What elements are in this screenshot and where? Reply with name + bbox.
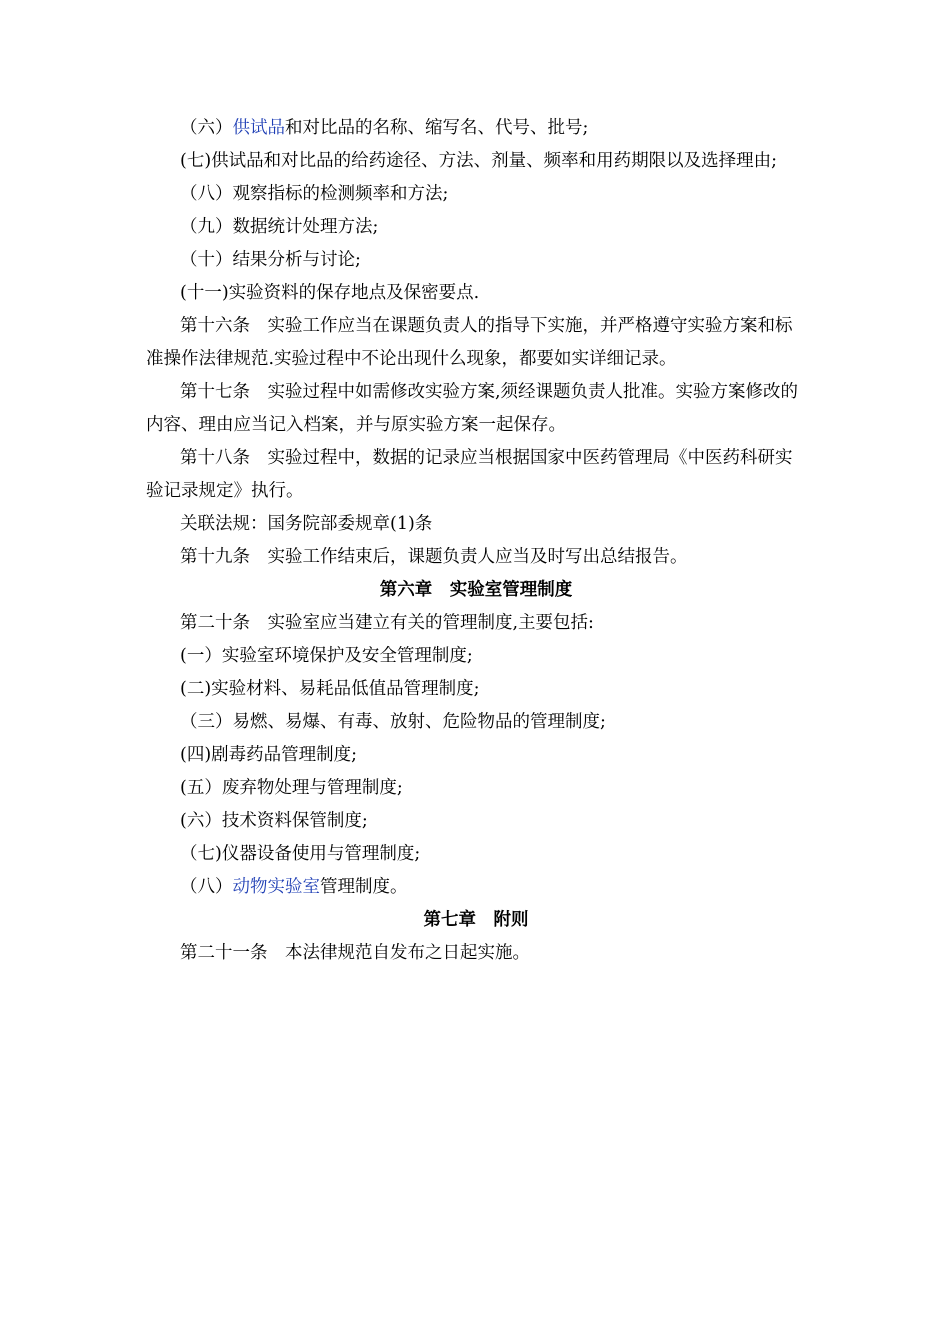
rule-item-2: (二)实验材料、易耗品低值品管理制度; xyxy=(180,679,480,699)
rule-item-5: (五）废弃物处理与管理制度; xyxy=(180,778,403,798)
article-16: 第十六条 实验工作应当在课题负责人的指导下实施，并严格遵守实验方案和标准操作法律规范.实验过程中不论出现什么现象，都要如实详细记录。 xyxy=(146,316,793,369)
related-regulations: 关联法规：国务院部委规章(1)条 xyxy=(180,514,433,534)
article-17: 第十七条 实验过程中如需修改实验方案,须经课题负责人批准。实验方案修改的内容、理由应当记入档案，并与原实验方案一起保存。 xyxy=(146,382,799,435)
rule-item-3: （三）易燃、易爆、有毒、放射、危险物品的管理制度; xyxy=(180,712,606,732)
paragraph-item-11: (十一)实验资料的保存地点及保密要点. xyxy=(180,283,480,303)
article-18: 第十八条 实验过程中，数据的记录应当根据国家中医药管理局《中医药科研实验记录规定》执行。 xyxy=(146,448,793,501)
article-20: 第二十条 实验室应当建立有关的管理制度,主要包括: xyxy=(180,613,594,633)
rule-item-4: (四)剧毒药品管理制度; xyxy=(180,745,358,765)
document-body xyxy=(146,112,806,970)
rule-item-7: （七)仪器设备使用与管理制度; xyxy=(180,844,421,864)
paragraph-item-9: （九）数据统计处理方法; xyxy=(180,217,379,237)
rule-item-8: （八）动物实验室管理制度。 xyxy=(180,877,408,897)
paragraph-item-7: (七)供试品和对比品的给药途径、方法、剂量、频率和用药期限以及选择理由; xyxy=(180,151,778,171)
chapter-6-heading: 第六章 实验室管理制度 xyxy=(379,580,573,600)
paragraph-item-8: （八）观察指标的检测频率和方法; xyxy=(180,184,449,204)
rule-item-6: (六）技术资料保管制度; xyxy=(180,811,368,831)
article-21: 第二十一条 本法律规范自发布之日起实施。 xyxy=(180,943,530,963)
chapter-7-heading: 第七章 附则 xyxy=(423,910,529,930)
rule-item-1: (一）实验室环境保护及安全管理制度; xyxy=(180,646,473,666)
link-animal-laboratory[interactable]: 动物实验室 xyxy=(232,877,320,897)
paragraph-item-10: （十）结果分析与讨论; xyxy=(180,250,361,270)
link-test-article[interactable]: 供试品 xyxy=(232,118,285,138)
paragraph-item-6: （六）供试品和对比品的名称、缩写名、代号、批号; xyxy=(180,118,589,138)
article-19: 第十九条 实验工作结束后，课题负责人应当及时写出总结报告。 xyxy=(180,547,688,567)
